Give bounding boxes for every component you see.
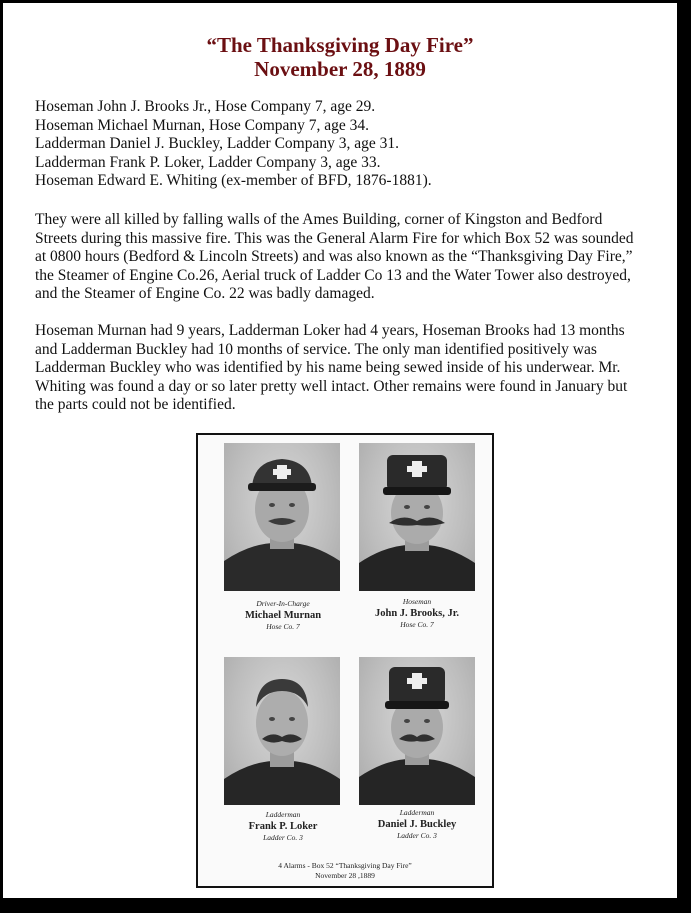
title-line-1: “The Thanksgiving Day Fire”	[206, 33, 474, 57]
caption-unit: Hose Co. 7	[400, 620, 434, 629]
roster-line: Ladderman Frank P. Loker, Ladder Company 3, age 33.	[35, 153, 381, 171]
roster-line: Hoseman Edward E. Whiting (ex-member of BFD, 1876-1881).	[35, 172, 432, 189]
document-page	[3, 3, 677, 898]
paragraph-line: the Steamer of Engine Co.26, Aerial truck of Ladder Co 13 and the Water Tower also destroyed,	[35, 266, 631, 284]
plate-caption-line-2: November 28 ,1889	[315, 870, 375, 880]
caption-name: Daniel J. Buckley	[377, 819, 457, 830]
portrait-caption-loker	[218, 810, 348, 843]
plate-caption	[198, 861, 492, 880]
title-line-2: November 28, 1889	[254, 57, 426, 81]
caption-name: Frank P. Loker	[248, 821, 318, 832]
paragraph-line: and Ladderman Buckley had 10 months of service. The only man identified positively was	[35, 340, 597, 358]
page-title	[3, 33, 677, 81]
caption-role: Ladderman	[399, 808, 435, 817]
paragraph-line: at 0800 hours (Bedford & Lincoln Streets) and was also known as the “Thanksgiving Day Fire,”	[35, 248, 633, 265]
paragraph-line: and the Steamer of Engine Co. 22 was badly damaged.	[35, 285, 375, 302]
paragraph-line: the parts could not be identified.	[35, 396, 236, 413]
caption-unit: Hose Co. 7	[266, 622, 300, 631]
paragraph-line: Hoseman Murnan had 9 years, Ladderman Loker had 4 years, Hoseman Brooks had 13 months	[35, 322, 625, 339]
roster-line: Hoseman Michael Murnan, Hose Company 7, age 34.	[35, 116, 370, 134]
caption-unit: Ladder Co. 3	[263, 833, 303, 842]
portrait-photo-murnan	[224, 443, 340, 591]
plate-caption-line-1: 4 Alarms - Box 52 “Thanksgiving Day Fire”	[278, 861, 412, 870]
portrait-photo-buckley	[359, 657, 475, 805]
portrait-caption-brooks	[352, 597, 482, 630]
portrait-caption-buckley	[352, 808, 482, 841]
caption-role: Ladderman	[265, 810, 301, 819]
paragraph-line: Whiting was found a day or so later pretty well intact. Other remains were found in January but	[35, 377, 628, 395]
caption-role: Hoseman	[402, 597, 432, 606]
paragraph-ames-building	[35, 211, 665, 304]
portrait-photo-brooks	[359, 443, 475, 591]
roster-line: Hoseman John J. Brooks Jr., Hose Company 7, age 29.	[35, 98, 376, 115]
paragraph-line: They were all killed by falling walls of the Ames Building, corner of Kingston and Bedford	[35, 211, 603, 228]
roster-line: Ladderman Daniel J. Buckley, Ladder Company 3, age 31.	[35, 135, 399, 152]
caption-role: Driver-In-Charge	[256, 599, 310, 608]
portrait-caption-murnan	[218, 599, 348, 632]
paragraph-line: Ladderman Buckley who was identified by his name being sewed inside of his underwear. Mr.	[35, 359, 621, 376]
paragraph-line: Streets during this massive fire. This was the General Alarm Fire for which Box 52 was sounded	[35, 229, 634, 247]
caption-name: Michael Murnan	[244, 610, 322, 621]
casualty-roster	[35, 98, 665, 191]
caption-unit: Ladder Co. 3	[397, 831, 437, 840]
portrait-photo-loker	[224, 657, 340, 805]
caption-name: John J. Brooks, Jr.	[374, 608, 460, 619]
memorial-photo-plate	[196, 433, 494, 888]
paragraph-service-records	[35, 322, 665, 415]
